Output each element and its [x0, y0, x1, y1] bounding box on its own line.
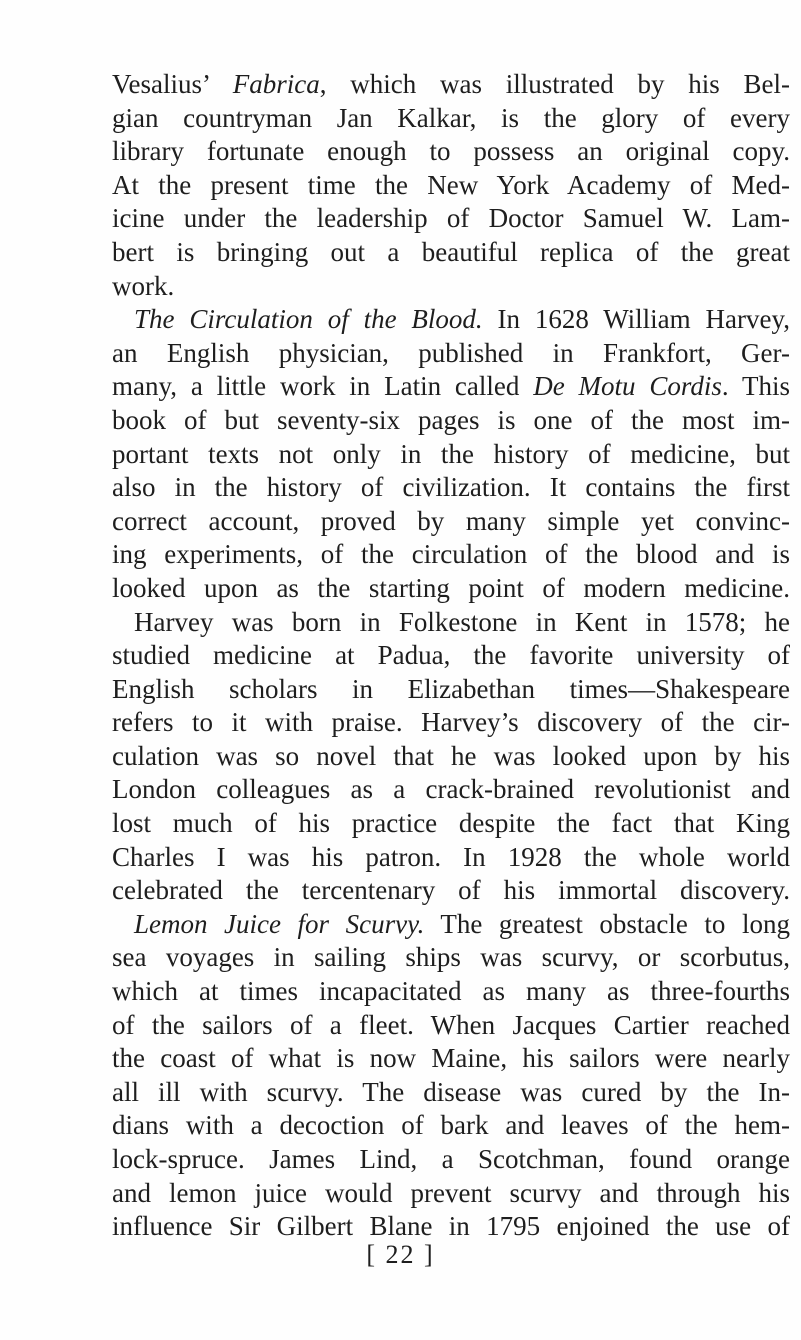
text-segment: icine under the leadership of Doctor Samuel W. Lam- — [112, 203, 790, 234]
text-segment: sea voyages in sailing ships was scurvy, or scorbutus, — [112, 942, 790, 973]
text-line — [112, 874, 790, 908]
text-line — [112, 941, 790, 975]
text-segment: many, a little work in Latin called — [112, 371, 534, 402]
text-segment: work. — [112, 270, 175, 301]
text-segment: . This — [721, 371, 791, 402]
text-line — [112, 740, 790, 774]
text-line — [112, 538, 790, 572]
text-segment: English scholars in Elizabethan times—Shakespeare — [112, 673, 790, 704]
text-segment: influence Sir Gilbert Blane in 1795 enjoined the use of — [112, 1211, 790, 1242]
text-line — [112, 841, 790, 875]
text-line — [112, 202, 790, 236]
text-line — [112, 639, 790, 673]
text-line — [112, 1177, 790, 1211]
page-number: [ 22 ] — [366, 1240, 435, 1269]
text-line — [112, 1042, 790, 1076]
text-line — [112, 908, 790, 942]
text-segment: studied medicine at Padua, the favorite university of — [112, 640, 790, 671]
text-line — [112, 337, 790, 371]
body-text — [112, 68, 790, 1244]
italic-text: Lemon Juice for Scurvy. — [134, 908, 425, 939]
text-segment: an English physician, published in Frankfort, Ger- — [112, 337, 790, 368]
text-line — [112, 572, 790, 606]
text-segment: dians with a decoction of bark and leaves of the hem- — [112, 1110, 790, 1141]
text-segment: which at times incapacitated as many as three-fourths — [112, 976, 790, 1007]
text-line — [112, 236, 790, 270]
text-segment: Charles I was his patron. In 1928 the whole world — [112, 841, 790, 872]
text-line — [112, 438, 790, 472]
italic-text: De Motu Cordis — [533, 371, 722, 402]
text-line — [112, 169, 790, 203]
italic-text: The Circulation of the Blood. — [134, 304, 483, 335]
text-line — [112, 706, 790, 740]
text-line — [112, 975, 790, 1009]
text-line — [112, 1009, 790, 1043]
text-segment: lock-spruce. James Lind, a Scotchman, found orange — [112, 1144, 790, 1174]
text-segment: In 1628 William Harvey, — [482, 304, 790, 335]
text-segment: and lemon juice would prevent scurvy and through his — [112, 1177, 790, 1208]
text-segment: also in the history of civilization. It contains the first — [112, 472, 790, 503]
text-line — [112, 471, 790, 505]
text-line — [112, 505, 790, 539]
text-segment: Vesalius’ — [112, 69, 233, 99]
text-segment: At the present time the New York Academy of Med- — [112, 169, 790, 200]
text-segment: correct account, proved by many simple yet convinc- — [112, 505, 790, 536]
text-segment: library fortunate enough to possess an original copy. — [112, 136, 790, 167]
text-line — [112, 673, 790, 707]
text-line — [112, 135, 790, 169]
text-segment: gian countryman Jan Kalkar, is the glory of every — [112, 102, 790, 133]
text-line — [112, 773, 790, 807]
text-line — [112, 1109, 790, 1143]
text-line — [112, 807, 790, 841]
text-segment: culation was so novel that he was looked upon by his — [112, 740, 790, 771]
text-line — [112, 404, 790, 438]
text-segment: the coast of what is now Maine, his sailors were nearly — [112, 1043, 790, 1074]
text-line — [112, 1210, 790, 1244]
text-line — [112, 102, 790, 136]
text-segment: celebrated the tercentenary of his immortal discovery. — [112, 875, 790, 906]
text-segment: refers to it with praise. Harvey’s discovery of the cir- — [112, 707, 790, 738]
text-line — [112, 68, 790, 102]
text-segment: all ill with scurvy. The disease was cured by the In- — [112, 1076, 790, 1107]
text-segment: looked upon as the starting point of modern medicine. — [112, 572, 790, 603]
text-segment: bert is bringing out a beautiful replica of the great — [112, 236, 790, 267]
text-segment: lost much of his practice despite the fact that King — [112, 808, 790, 839]
text-segment: of the sailors of a fleet. When Jacques Cartier reached — [112, 1009, 790, 1040]
text-line — [112, 370, 790, 404]
text-segment: ing experiments, of the circulation of the blood and is — [112, 539, 790, 570]
text-segment: book of but seventy-six pages is one of the most im- — [112, 404, 790, 435]
text-segment: Harvey was born in Folkestone in Kent in 1578; he — [134, 606, 790, 637]
text-line — [112, 270, 790, 304]
text-line — [112, 1143, 790, 1177]
text-line — [112, 606, 790, 640]
text-segment: The greatest obstacle to long — [424, 908, 790, 939]
text-segment: , which was illustrated by his Bel- — [319, 69, 790, 99]
italic-text: Fabrica — [232, 69, 320, 99]
text-segment: portant texts not only in the history of medicine, but — [112, 438, 790, 469]
text-line — [112, 303, 790, 337]
text-segment: London colleagues as a crack-brained revolutionist and — [112, 774, 790, 805]
text-line — [112, 1076, 790, 1110]
